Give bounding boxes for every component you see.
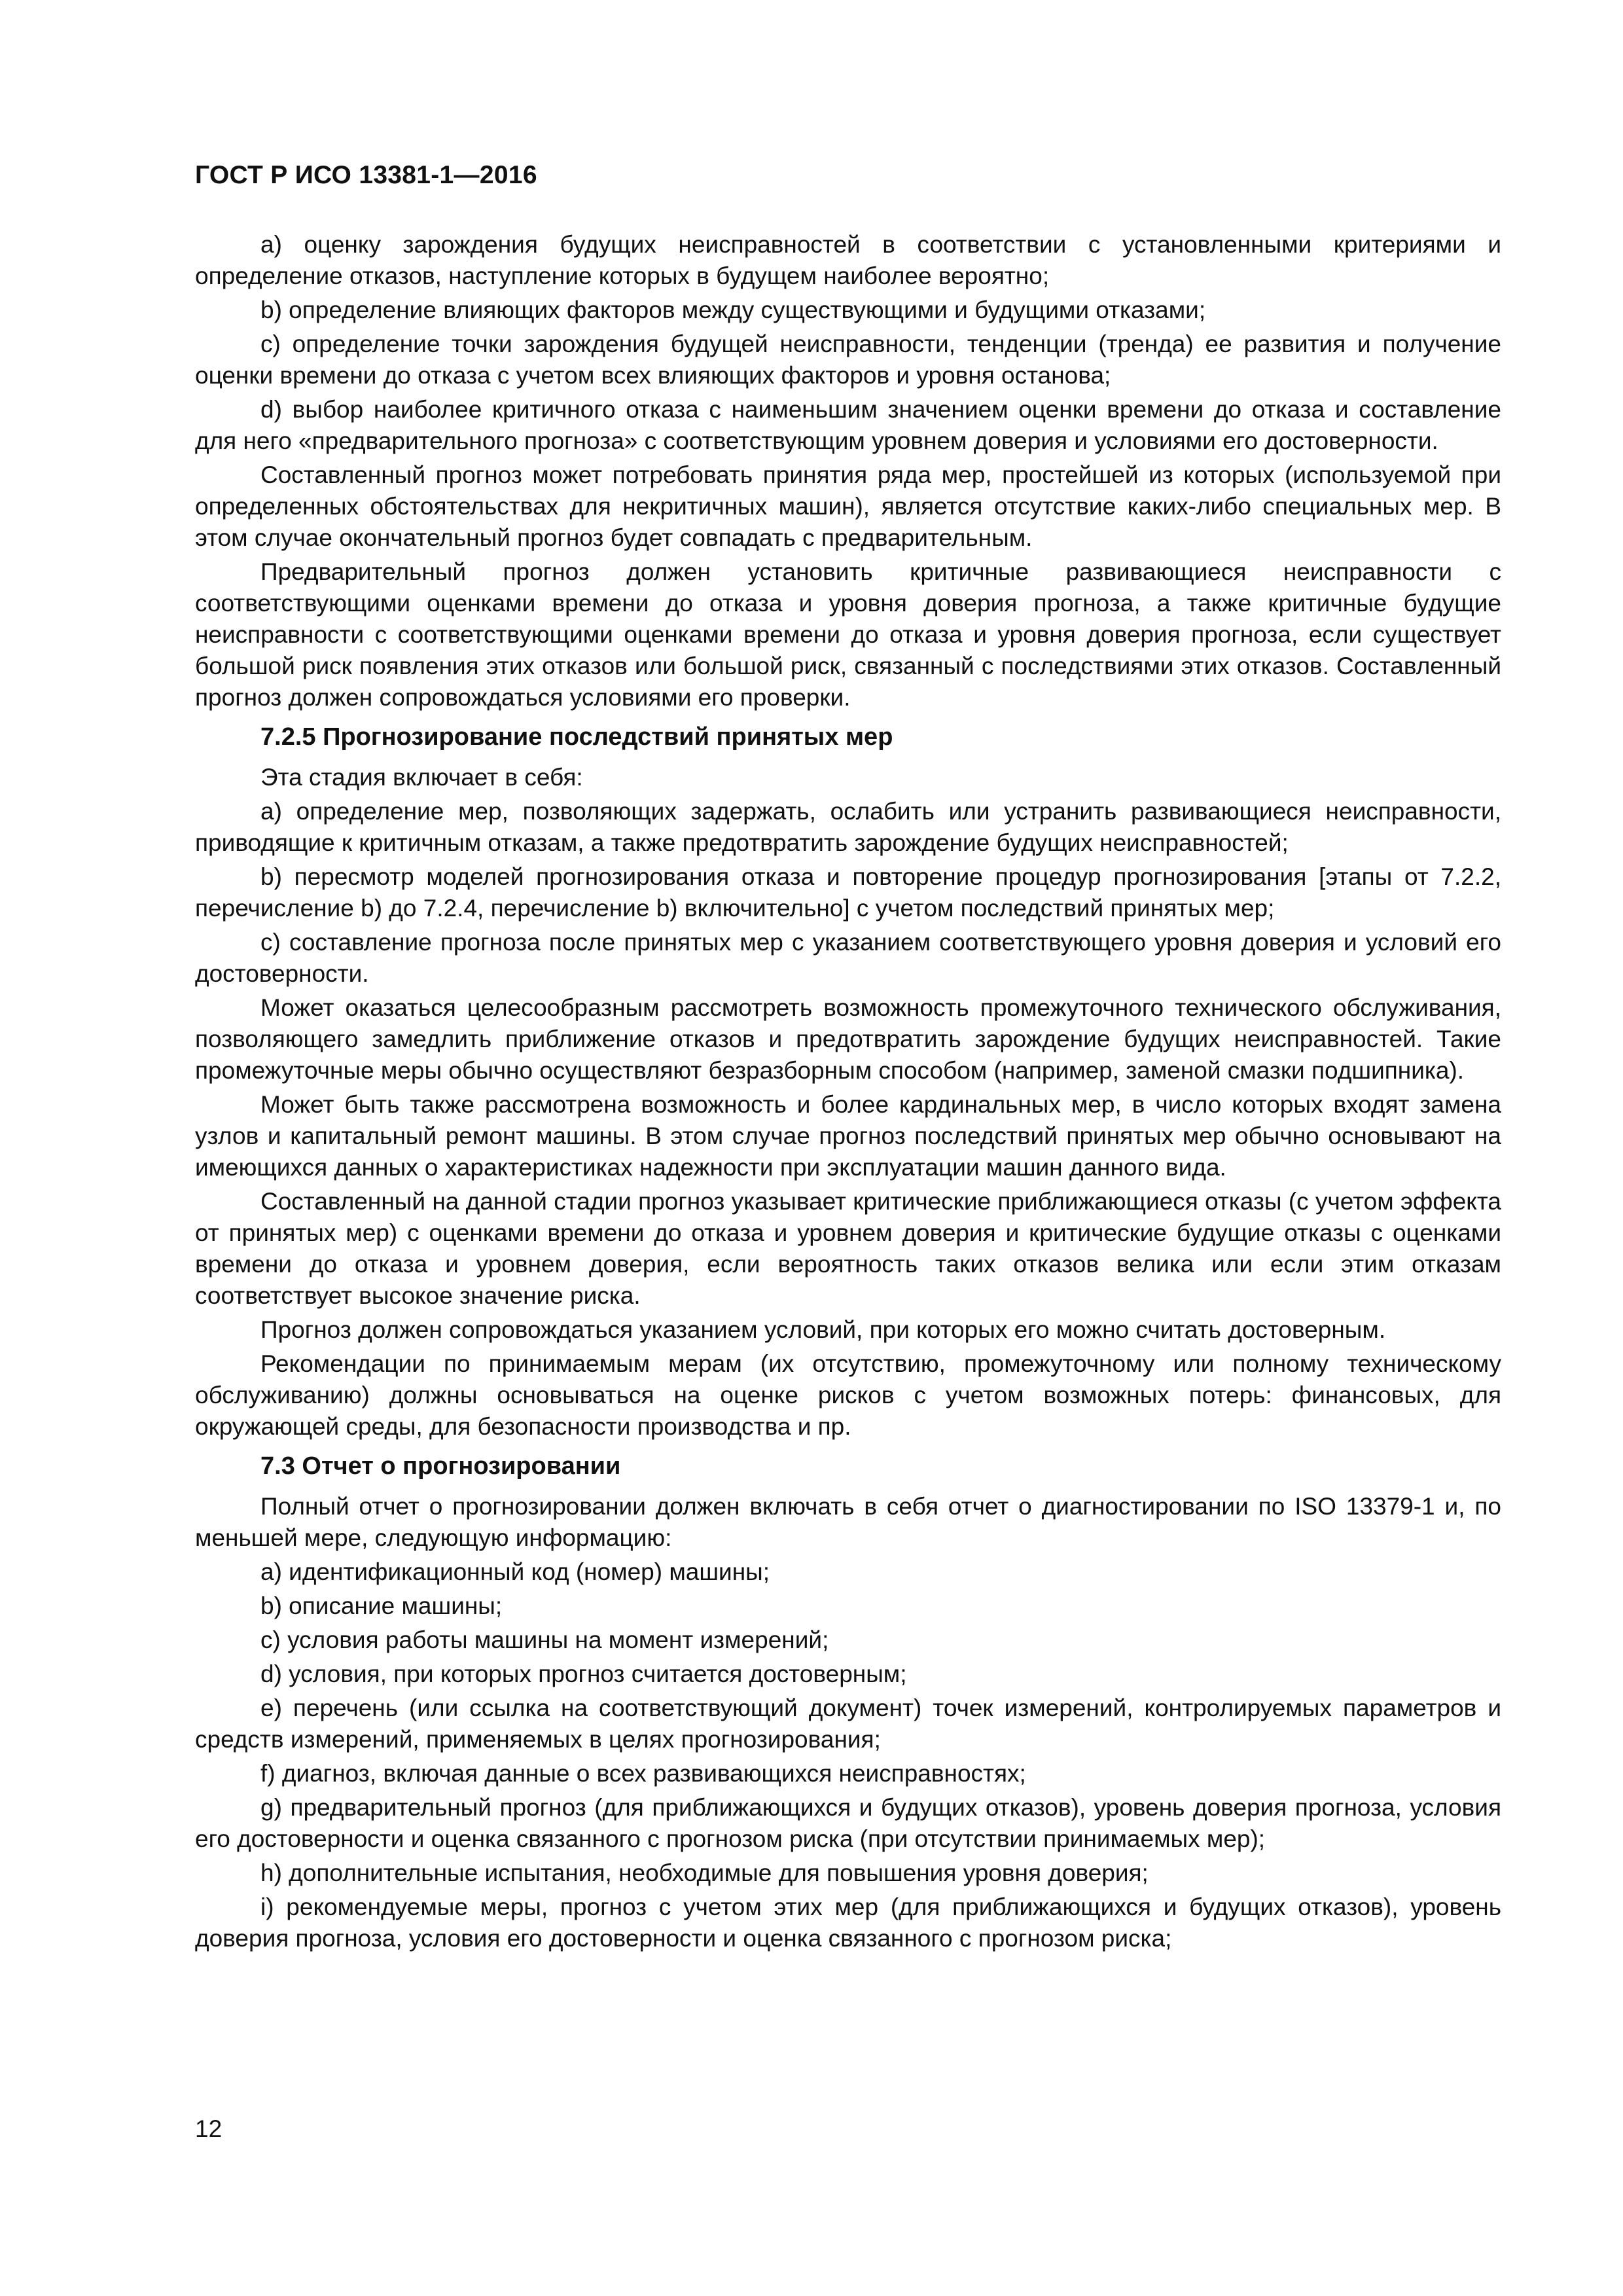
document-header: ГОСТ Р ИСО 13381-1—2016 [195, 161, 537, 189]
body-paragraph: Рекомендации по принимаемым мерам (их отсутствию, промежуточному или полному техническому обслуживанию) должны основываться на оценке рисков с учетом возможных потерь: финансовых, для окружающей среды, для безопасности производства и пр. [195, 1350, 1501, 1440]
list-item: d) выбор наиболее критичного отказа с наименьшим значением оценки времени до отказа и составление для него «предварительного прогноза» с соответствующим уровнем доверия и условиями его достоверности. [195, 396, 1501, 454]
list-item: с) условия работы машины на момент измерений; [260, 1626, 829, 1653]
list-item: b) определение влияющих факторов между существующими и будущими отказами; [260, 296, 1206, 323]
body-paragraph: Составленный на данной стадии прогноз указывает критические приближающиеся отказы (с учетом эффекта от принятых мер) с оценками времени до отказа и уровнем доверия и критические будущие отказы с оценками времени до отказа и уровнем доверия, если вероятность таких отказов велика или если этим отказам соответствует высокое значение риска. [195, 1188, 1501, 1309]
list-item: а) оценку зарождения будущих неисправностей в соответствии с установленными критериями и определение отказов, наступление которых в будущем наиболее вероятно; [195, 231, 1501, 289]
list-item: а) идентификационный код (номер) машины; [260, 1558, 770, 1585]
list-item: h) дополнительные испытания, необходимые для повышения уровня доверия; [260, 1859, 1149, 1886]
body-paragraph: Прогноз должен сопровождаться указанием условий, при которых его можно считать достоверным. [260, 1316, 1386, 1343]
list-item: с) определение точки зарождения будущей неисправности, тенденции (тренда) ее развития и получение оценки времени до отказа с учетом всех влияющих факторов и уровня останова; [195, 331, 1501, 389]
document-body [195, 229, 1501, 1957]
list-item: b) описание машины; [260, 1592, 503, 1619]
body-paragraph: Составленный прогноз может потребовать принятия ряда мер, простейшей из которых (используемой при определенных обстоятельствах для некритичных машин), является отсутствие каких-либо специальных мер. В этом случае окончательный прогноз будет совпадать с предварительным. [195, 461, 1501, 551]
list-item: с) составление прогноза после принятых мер с указанием соответствующего уровня доверия и условий его достоверности. [195, 929, 1501, 987]
list-item: d) условия, при которых прогноз считается достоверным; [260, 1660, 907, 1687]
body-paragraph: Эта стадия включает в себя: [260, 764, 583, 791]
body-paragraph: Предварительный прогноз должен установить критичные развивающиеся неисправности с соответствующими оценками времени до отказа и уровня доверия прогноза, а также критичные будущие неисправности с соответствующими оценками времени до отказа и уровня доверия прогноза, если существует большой риск появления этих отказов или большой риск, связанный с последствиями этих отказов. Составленный прогноз должен сопровождаться условиями его проверки. [195, 558, 1501, 711]
list-item: i) рекомендуемые меры, прогноз с учетом этих мер (для приближающихся и будущих отказов), уровень доверия прогноза, условия его достоверности и оценка связанного с прогнозом риска; [195, 1893, 1501, 1952]
list-item: b) пересмотр моделей прогнозирования отказа и повторение процедур прогнозирования [этапы от 7.2.2, перечисление b) до 7.2.4, перечисление b) включительно] с учетом последствий принятых мер; [195, 863, 1501, 922]
section-heading-7-2-5: 7.2.5 Прогнозирование последствий принятых мер [260, 723, 893, 751]
section-heading-7-3: 7.3 Отчет о прогнозировании [260, 1452, 621, 1480]
list-item: g) предварительный прогноз (для приближающихся и будущих отказов), уровень доверия прогноза, условия его достоверности и оценка связанного с прогнозом риска (при отсутствии принимаемых мер); [195, 1794, 1501, 1852]
list-item: f) диагноз, включая данные о всех развивающихся неисправностях; [260, 1760, 1026, 1787]
body-paragraph: Полный отчет о прогнозировании должен включать в себя отчет о диагностировании по ISO 13379-1 и, по меньшей мере, следующую информацию: [195, 1493, 1501, 1551]
list-item: е) перечень (или ссылка на соответствующий документ) точек измерений, контролируемых параметров и средств измерений, применяемых в целях прогнозирования; [195, 1695, 1501, 1753]
body-paragraph: Может оказаться целесообразным рассмотреть возможность промежуточного технического обслуживания, позволяющего замедлить приближение отказов и предотвратить зарождение будущих неисправностей. Такие промежуточные меры обычно осуществляют безразборным способом (например, заменой смазки подшипника). [195, 994, 1501, 1084]
list-item: а) определение мер, позволяющих задержать, ослабить или устранить развивающиеся неисправности, приводящие к критичным отказам, а также предотвратить зарождение будущих неисправностей; [195, 798, 1501, 856]
body-paragraph: Может быть также рассмотрена возможность и более кардинальных мер, в число которых входят замена узлов и капитальный ремонт машины. В этом случае прогноз последствий принятых мер обычно основывают на имеющихся данных о характеристиках надежности при эксплуатации машин данного вида. [195, 1091, 1501, 1181]
page-number: 12 [195, 2115, 223, 2142]
